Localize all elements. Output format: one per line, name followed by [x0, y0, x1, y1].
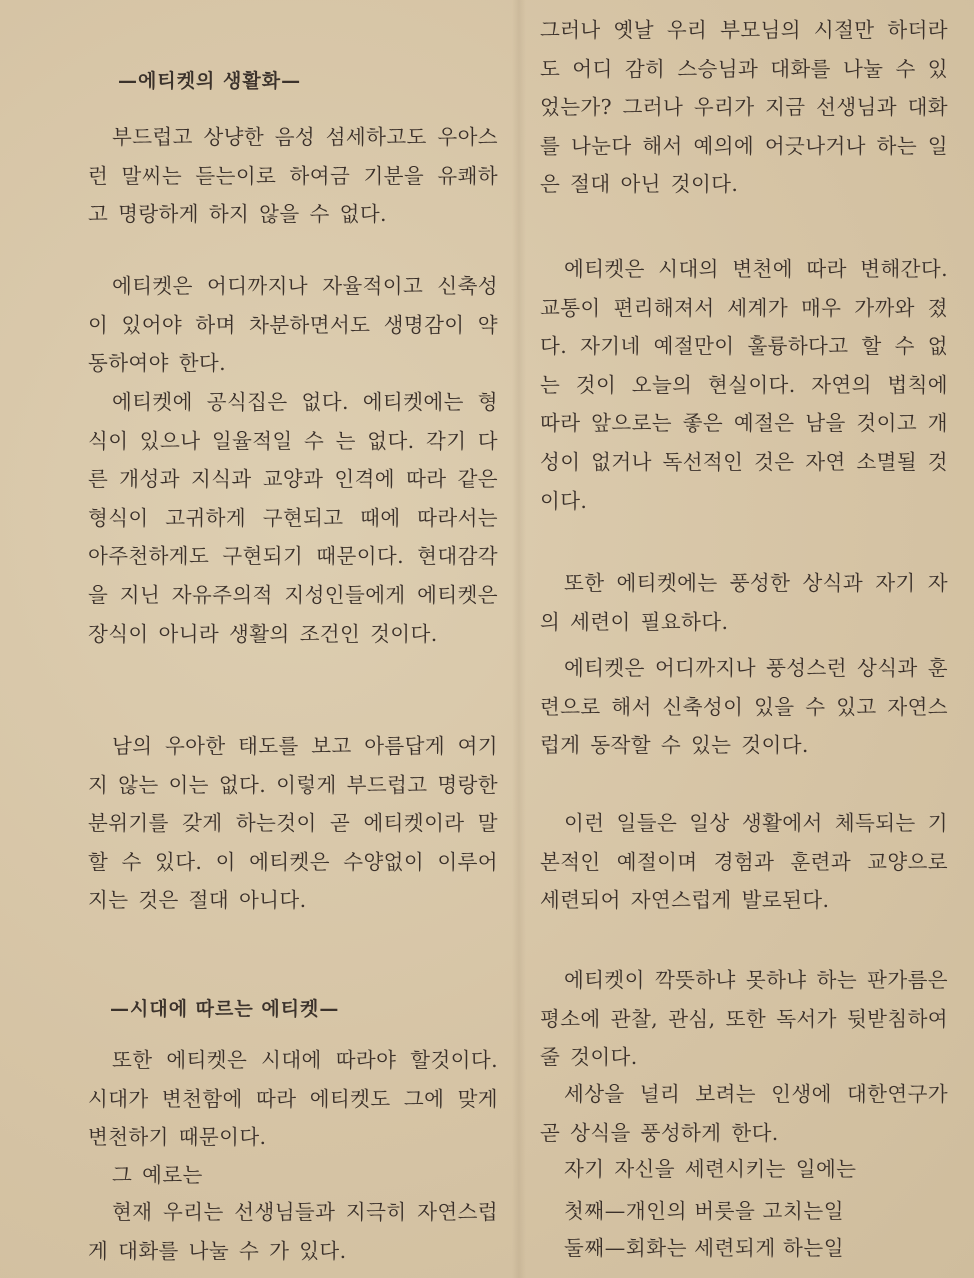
list-item: 둘째—회화는 세련되게 하는일	[564, 1236, 845, 1260]
body-paragraph: 에티켓은 시대의 변천에 따라 변해간다. 교통이 편리해져서 세계가 매우 가까와 졌다. 자기네 예절만이 훌륭하다고 할 수 없는 것이 오늘의 현실이다. 자연의 법칙에 따라 앞으로는 좋은 예절은 남을 것이고 개성이 없거나 독선적인 것은 자연 소멸될 것이다.	[540, 257, 948, 513]
body-paragraph: 남의 우아한 태도를 보고 아름답게 여기지 않는 이는 없다. 이렇게 부드럽고 명랑한 분위기를 갖게 하는것이 곧 에티켓이라 말할 수 있다. 이 에티켓은 수양없이 이루어 지는 것은 절대 아니다.	[88, 734, 498, 913]
body-paragraph: 에티켓이 깍뜻하냐 못하냐 하는 판가름은 평소에 관찰, 관심, 또한 독서가 뒷받침하여 줄 것이다.	[540, 968, 948, 1070]
body-paragraph: 부드럽고 상냥한 음성 섬세하고도 우아스런 말씨는 듣는이로 하여금 기분을 유쾌하고 명랑하게 하지 않을 수 없다.	[88, 125, 498, 227]
section-title-etiquette-by-era: —시대에 따르는 에티켓—	[110, 998, 340, 1020]
page-fold-shadow	[512, 0, 526, 1278]
body-paragraph: 에티켓은 어디까지나 자율적이고 신축성이 있어야 하며 차분하면서도 생명감이 약동하여야 한다.	[88, 274, 498, 376]
body-paragraph: 세상을 널리 보려는 인생에 대한연구가 곧 상식을 풍성하게 한다.	[540, 1082, 948, 1145]
body-paragraph: 그 예로는	[112, 1163, 203, 1187]
body-paragraph: 또한 에티켓에는 풍성한 상식과 자기 자의 세련이 필요하다.	[540, 571, 948, 634]
body-paragraph: 에티켓에 공식집은 없다. 에티켓에는 형식이 있으나 일율적일 수 는 없다. 각기 다른 개성과 지식과 교양과 인격에 따라 같은 형식이 고귀하게 구현되고 때에 따라서는 아주천하게도 구현되기 때문이다. 현대감각을 지닌 자유주의적 지성인들에게 에티켓은 장식이 아니라 생활의 조건인 것이다.	[88, 390, 498, 646]
body-paragraph: 그러나 옛날 우리 부모님의 시절만 하더라도 어디 감히 스승님과 대화를 나눌 수 있었는가? 그러나 우리가 지금 선생님과 대화를 나눈다 해서 예의에 어긋나거나 하는 일은 절대 아닌 것이다.	[540, 18, 948, 197]
body-paragraph: 현재 우리는 선생님들과 지극히 자연스럽게 대화를 나눌 수 가 있다.	[88, 1200, 498, 1263]
body-paragraph: 이런 일들은 일상 생활에서 체득되는 기본적인 예절이며 경험과 훈련과 교양으로 세련되어 자연스럽게 발로된다.	[540, 811, 948, 913]
body-paragraph: 자기 자신을 세련시키는 일에는	[564, 1157, 857, 1181]
body-paragraph: 또한 에티켓은 시대에 따라야 할것이다. 시대가 변천함에 따라 에티켓도 그에 맞게 변천하기 때문이다.	[88, 1048, 498, 1150]
list-item: 첫째—개인의 버릇을 고치는일	[564, 1199, 845, 1223]
body-paragraph: 에티켓은 어디까지나 풍성스런 상식과 훈련으로 해서 신축성이 있을 수 있고 자연스럽게 동작할 수 있는 것이다.	[540, 656, 948, 758]
section-title-etiquette-in-life: —에티켓의 생활화—	[118, 70, 302, 92]
